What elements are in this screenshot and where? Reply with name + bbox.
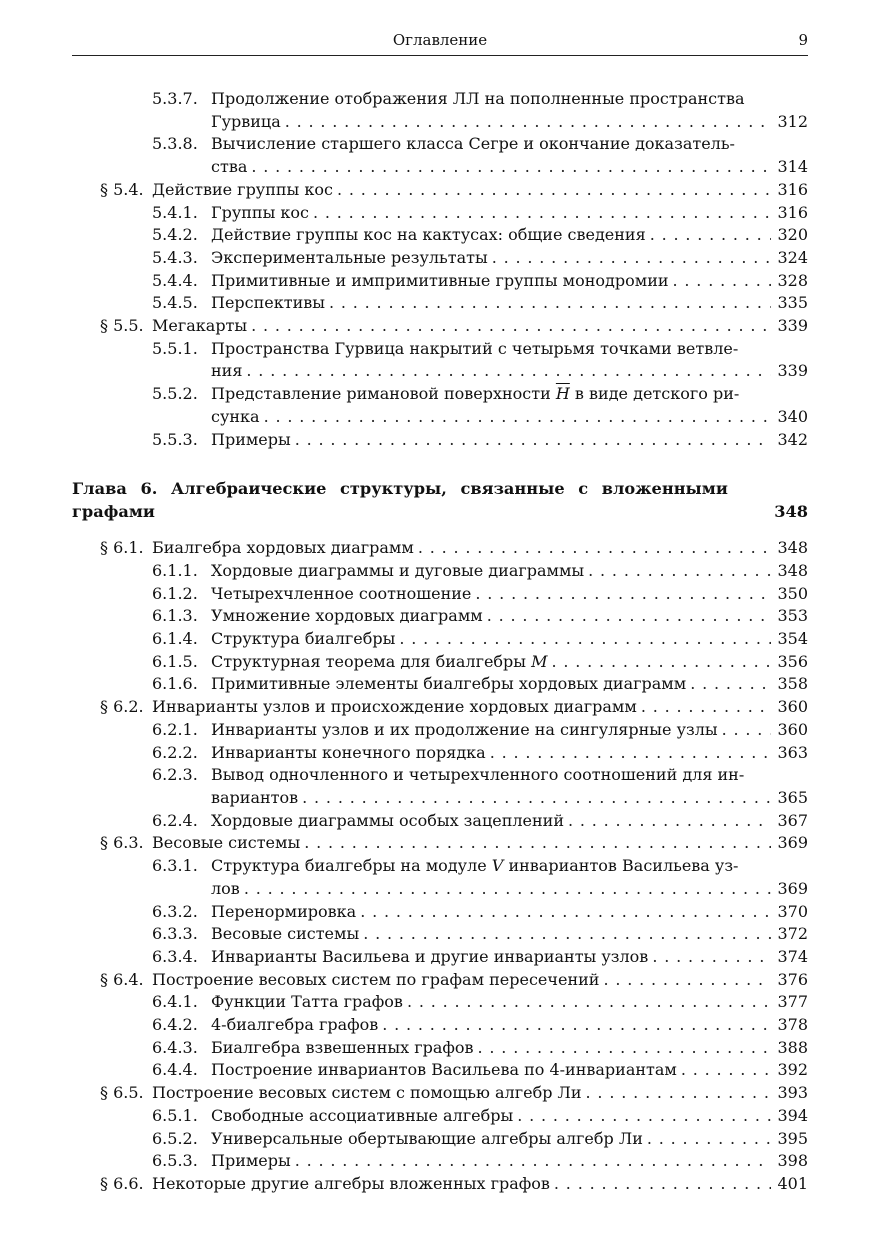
- toc-entry[interactable]: 6.4.4. Построение инвариантов Васильева по 4-инвариантам ..... 392: [72, 1059, 808, 1082]
- page-ref: 342: [777, 429, 808, 449]
- toc-entry[interactable]: 5.5.2. Представление римановой поверхности $\overline{H}$ в виде детского ри- сунка ..... 340: [72, 383, 808, 428]
- toc-entry[interactable]: 5.5.1. Пространства Гурвица накрытий с четырьмя точками ветвле- ния ..... 339: [72, 338, 808, 383]
- toc-entry[interactable]: 5.4.3. Экспериментальные результаты ..... 324: [72, 247, 808, 270]
- toc-entry[interactable]: 5.5.3. Примеры ..... 342: [72, 429, 808, 452]
- page-ref: 348: [777, 538, 808, 558]
- toc-section[interactable]: § 5.5. Мегакарты ..... 339: [72, 315, 808, 338]
- page-ref: 312: [777, 111, 808, 131]
- page-ref: 316: [777, 202, 808, 222]
- page-ref: 324: [777, 247, 808, 267]
- page-ref: 316: [777, 179, 808, 199]
- page-ref: 350: [777, 583, 808, 603]
- toc-entry[interactable]: 5.4.4. Примитивные и импримитивные группы монодромии ..... 328: [72, 270, 808, 293]
- toc-entry[interactable]: 6.4.2. 4-биалгебра графов ..... 378: [72, 1014, 808, 1037]
- page-ref: 372: [777, 924, 808, 944]
- page-ref: 374: [777, 946, 808, 966]
- toc-entry[interactable]: 6.2.2. Инварианты конечного порядка ..... 363: [72, 742, 808, 765]
- page-ref: 348: [777, 560, 808, 580]
- page-ref: 398: [777, 1151, 808, 1171]
- page-ref: 358: [777, 674, 808, 694]
- toc-entry[interactable]: 6.1.4. Структура биалгебры ..... 354: [72, 628, 808, 651]
- toc-entry[interactable]: 6.5.2. Универсальные обертывающие алгебры алгебр Ли ..... 395: [72, 1128, 808, 1151]
- page-ref: 369: [777, 833, 808, 853]
- toc-entry[interactable]: 6.5.3. Примеры ..... 398: [72, 1150, 808, 1173]
- page-ref: 370: [777, 901, 808, 921]
- page-ref: 393: [777, 1083, 808, 1103]
- header-rule: [72, 55, 808, 56]
- page-ref: 340: [777, 406, 808, 426]
- toc-section[interactable]: § 6.5. Построение весовых систем с помощью алгебр Ли ..... 393: [72, 1082, 808, 1105]
- page-ref: 378: [777, 1015, 808, 1035]
- toc-entry[interactable]: 6.4.1. Функции Татта графов ..... 377: [72, 991, 808, 1014]
- toc-chapter[interactable]: Глава 6. Алгебраические структуры, связанные с вложенными графами 348: [72, 479, 808, 522]
- running-header: [72, 31, 808, 55]
- running-title: Оглавление: [392, 31, 488, 49]
- page-ref: 348: [774, 502, 808, 522]
- page-ref: 394: [777, 1105, 808, 1125]
- toc-entry[interactable]: 6.1.1. Хордовые диаграммы и дуговые диаграммы ..... 348: [72, 560, 808, 583]
- toc-entry[interactable]: 5.4.5. Перспективы ..... 335: [72, 292, 808, 315]
- toc-section[interactable]: § 6.4. Построение весовых систем по графам пересечений ..... 376: [72, 969, 808, 992]
- page-ref: 320: [777, 225, 808, 245]
- toc-entry[interactable]: 5.3.7. Продолжение отображения ЛЛ на пополненные пространства Гурвица ..... 312: [72, 88, 808, 133]
- toc-section[interactable]: § 6.6. Некоторые другие алгебры вложенных графов ..... 401: [72, 1173, 808, 1196]
- toc-section[interactable]: § 5.4. Действие группы кос ..... 316: [72, 179, 808, 202]
- toc-section[interactable]: § 6.1. Биалгебра хордовых диаграмм ..... 348: [72, 537, 808, 560]
- toc-section[interactable]: § 6.3. Весовые системы ..... 369: [72, 832, 808, 855]
- math-symbol: $\overline{H}$: [555, 384, 570, 404]
- page-ref: 339: [777, 361, 808, 381]
- page-ref: 328: [777, 270, 808, 290]
- toc-entry[interactable]: 6.3.4. Инварианты Васильева и другие инварианты узлов ..... 374: [72, 946, 808, 969]
- toc-entry[interactable]: 6.5.1. Свободные ассоциативные алгебры ..... 394: [72, 1105, 808, 1128]
- page-ref: 369: [777, 878, 808, 898]
- toc-entry[interactable]: 6.4.3. Биалгебра взвешенных графов ..... 388: [72, 1037, 808, 1060]
- toc-entry[interactable]: 6.2.4. Хордовые диаграммы особых зацеплений ..... 367: [72, 810, 808, 833]
- math-symbol: V: [491, 856, 504, 876]
- toc-entry[interactable]: 5.4.2. Действие группы кос на кактусах: общие сведения ..... 320: [72, 224, 808, 247]
- toc-entry[interactable]: 6.2.1. Инварианты узлов и их продолжение на сингулярные узлы ..... 360: [72, 719, 808, 742]
- toc-entry[interactable]: 6.3.1. Структура биалгебры на модуле V инвариантов Васильева уз- лов ..... 369: [72, 855, 808, 900]
- toc-entry[interactable]: 6.1.6. Примитивные элементы биалгебры хордовых диаграмм ..... 358: [72, 673, 808, 696]
- toc-entry[interactable]: 5.3.8. Вычисление старшего класса Сегре и окончание доказатель- ства ..... 314: [72, 133, 808, 178]
- page-number: 9: [798, 31, 808, 49]
- page-ref: 354: [777, 629, 808, 649]
- toc-entry[interactable]: 6.2.3. Вывод одночленного и четырехчленного соотношений для ин- вариантов ..... 365: [72, 764, 808, 809]
- math-symbol: M: [531, 651, 548, 671]
- page-ref: 395: [777, 1128, 808, 1148]
- page-ref: 353: [777, 606, 808, 626]
- toc-entry[interactable]: 6.1.5. Структурная теорема для биалгебры M ..... 356: [72, 651, 808, 674]
- toc-entry[interactable]: 6.1.2. Четырехчленное соотношение ..... 350: [72, 583, 808, 606]
- page-ref: 367: [777, 810, 808, 830]
- page-ref: 377: [777, 992, 808, 1012]
- page-ref: 360: [777, 697, 808, 717]
- page-ref: 339: [777, 316, 808, 336]
- page-ref: 365: [777, 787, 808, 807]
- page-ref: 363: [777, 742, 808, 762]
- page-ref: 360: [777, 719, 808, 739]
- page-ref: 401: [777, 1173, 808, 1193]
- toc-entry[interactable]: 6.1.3. Умножение хордовых диаграмм ..... 353: [72, 605, 808, 628]
- page-ref: 356: [777, 651, 808, 671]
- toc-entry[interactable]: 6.3.2. Перенормировка ..... 370: [72, 901, 808, 924]
- toc-section[interactable]: § 6.2. Инварианты узлов и происхождение хордовых диаграмм ..... 360: [72, 696, 808, 719]
- table-of-contents: [72, 88, 808, 1196]
- page-ref: 314: [777, 157, 808, 177]
- page-ref: 392: [777, 1060, 808, 1080]
- page-ref: 376: [777, 969, 808, 989]
- page-ref: 388: [777, 1037, 808, 1057]
- toc-entry[interactable]: 6.3.3. Весовые системы ..... 372: [72, 923, 808, 946]
- toc-entry[interactable]: 5.4.1. Группы кос ..... 316: [72, 202, 808, 225]
- page-ref: 335: [777, 293, 808, 313]
